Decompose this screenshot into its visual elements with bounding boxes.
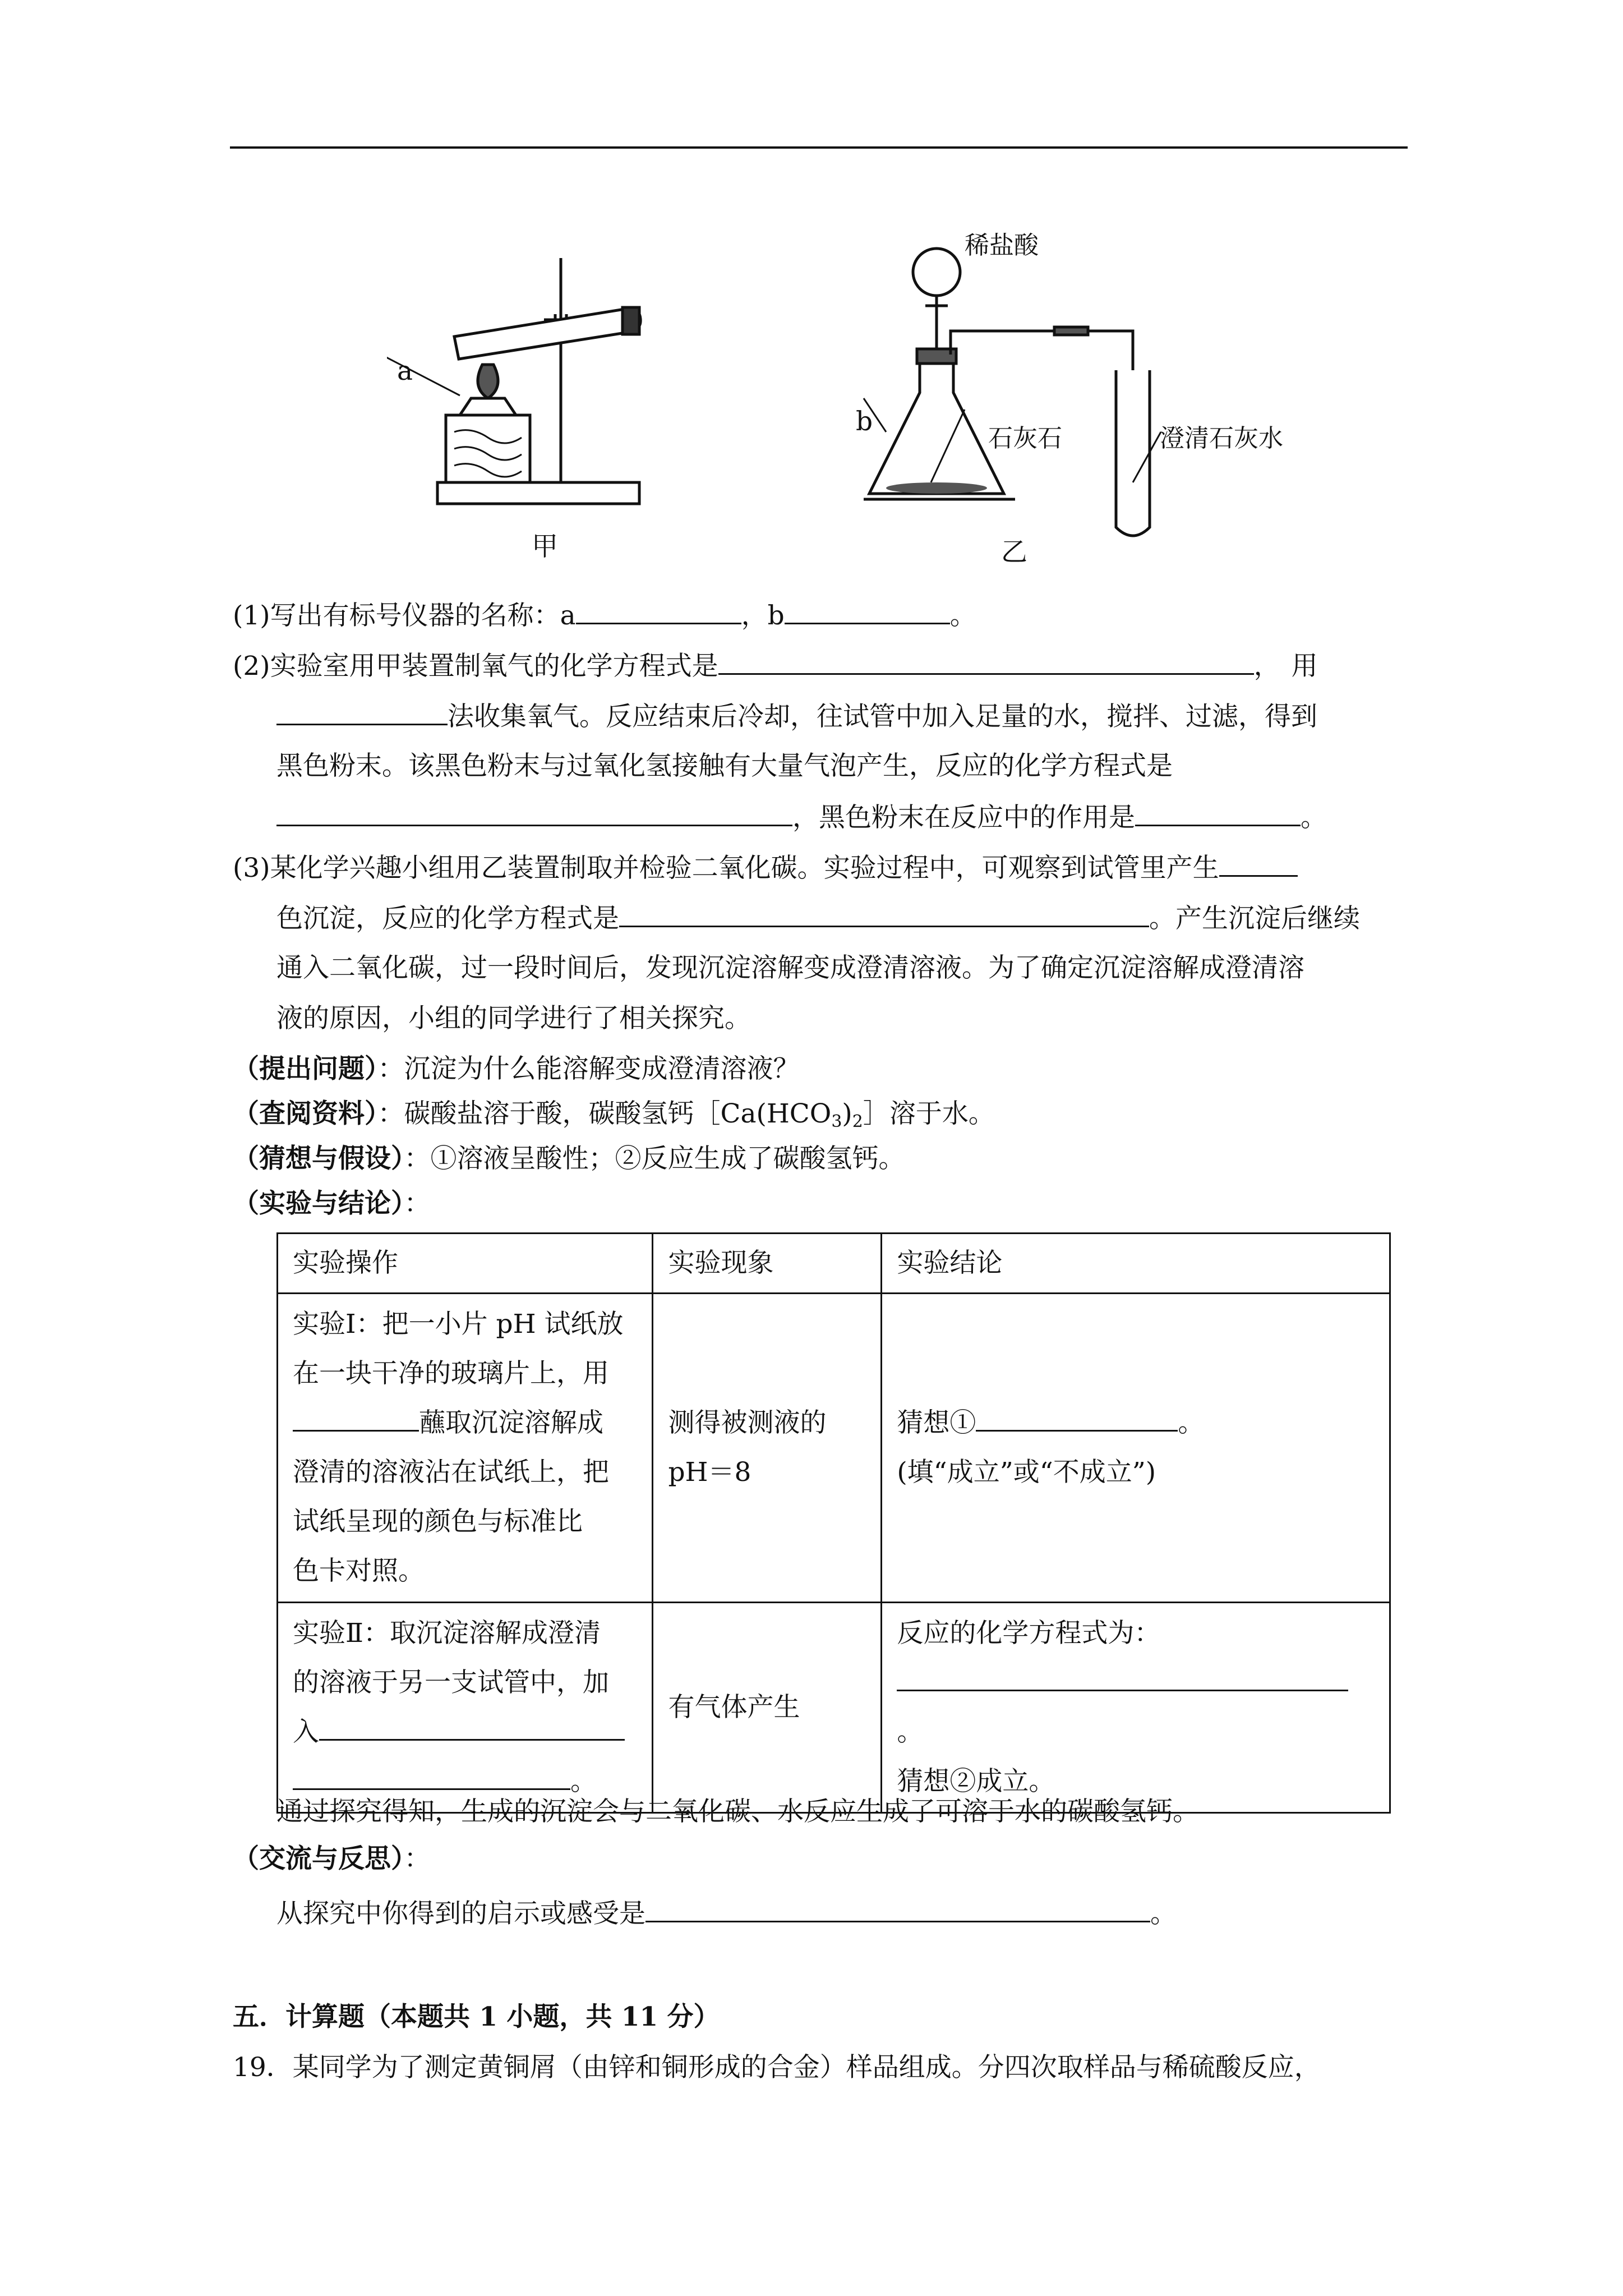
conclusion-text: 通过探究得知，生成的沉淀会与二氧化碳、水反应生成了可溶于水的碳酸氢钙。 [276,1796,1199,1827]
caption-jia: 甲 [532,531,558,562]
blank-role[interactable] [1135,800,1301,826]
label-acid: 稀盐酸 [965,231,1039,260]
jia-base [437,482,639,504]
label-limestone: 石灰石 [988,424,1062,453]
inquiry-experiment: （实验与结论）： [233,1188,431,1219]
blank-row2-equation[interactable] [897,1665,1348,1691]
label-a: a [397,356,413,386]
yi-test-tube [1116,370,1150,536]
blank-b[interactable] [785,598,950,624]
yi-conical-flask [869,353,1004,494]
blank-hypothesis-1[interactable] [976,1405,1178,1432]
blank-co2-equation[interactable] [619,901,1149,927]
question-2-line-2: 法收集氧气。反应结束后冷却，往试管中加入足量的水，搅拌、过滤，得到 [276,699,1317,734]
yi-separatory-funnel [913,249,960,296]
question-2-line-1: (2)实验室用甲装置制氧气的化学方程式是 ，用 [233,648,1329,683]
header-conclusion: 实验结论 [882,1234,1390,1294]
blank-oxygen-equation[interactable] [718,648,1254,675]
row1-phenomenon: 测得被测液的 pH＝8 [653,1294,882,1603]
table-header-row [278,1234,1390,1294]
inquiry-info: （查阅资料）：碳酸盐溶于酸，碳酸氢钙$[Ca(HCO_3)_2]$溶于水。 [233,1098,995,1131]
row1-operation: 实验Ⅰ：把一小片 pH 试纸放 在一块干净的玻璃片上，用 蘸取沉淀溶解成 澄清的溶液沾在试纸上，把 试纸呈现的颜色与标准比 色卡对照。 [278,1294,653,1603]
jia-test-tube [454,309,640,359]
yi-limestone [886,482,987,494]
inquiry-question: （提出问题）：沉淀为什么能溶解变成澄清溶液？ [233,1053,800,1084]
blank-collection-method[interactable] [276,699,448,725]
header-phenomenon: 实验现象 [653,1234,882,1294]
jia-stopper [623,307,639,334]
figure-jia-apparatus [387,247,679,510]
blank-reagent-line-2[interactable] [293,1764,570,1790]
header-operation: 实验操作 [278,1234,653,1294]
question-3-line-3: 通入二氧化碳，过一段时间后，发现沉淀溶解变成澄清溶液。为了确定沉淀溶解成澄清溶 [276,953,1304,983]
row2-conclusion: 反应的化学方程式为： 。 猜想②成立。 [882,1603,1390,1813]
question-1: (1)写出有标号仪器的名称：a ，b 。 [233,598,976,633]
label-limewater: 澄清石灰水 [1160,424,1283,453]
inquiry-hypothesis: （猜想与假设）：①溶液呈酸性；②反应生成了碳酸氢钙。 [233,1143,905,1174]
table-row [278,1294,1390,1603]
question-19: 19．某同学为了测定黄铜屑（由锌和铜形成的合金）样品组成。分四次取样品与稀硫酸反应， [233,2052,1321,2083]
question-2-line-4: ，黑色粉末在反应中的作用是 。 [276,800,1327,835]
table-row [278,1603,1390,1813]
blank-reagent-line-1[interactable] [319,1714,625,1741]
blank-a[interactable] [576,598,741,624]
blank-reflection[interactable] [645,1896,1150,1922]
blank-dipping-tool[interactable] [293,1405,419,1432]
row2-phenomenon: 有气体产生 [653,1603,882,1813]
row1-conclusion: 猜想① 。 (填“成立”或“不成立”) [882,1294,1390,1603]
section-5-title: 五．计算题（本题共 1 小题，共 11 分） [233,2001,720,2032]
jia-flame [478,365,498,398]
question-3-line-1: (3)某化学兴趣小组用乙装置制取并检验二氧化碳。实验过程中，可观察到试管里产生 [233,850,1298,885]
experiment-table [276,1232,1391,1814]
header-rule [230,146,1408,149]
question-2-line-3: 黑色粉末。该黑色粉末与过氧化氢接触有大量气泡产生，反应的化学方程式是 [276,751,1173,781]
reflection-line: 从探究中你得到的启示或感受是 。 [276,1896,1177,1931]
question-3-line-2: 色沉淀，反应的化学方程式是 。产生沉淀后继续 [276,901,1360,936]
jia-lamp-body [446,415,530,482]
jia-lamp-neck [460,398,516,415]
caption-yi: 乙 [1001,537,1027,568]
figure-yi-apparatus [852,224,1200,544]
question-3-line-4: 液的原因，小组的同学进行了相关探究。 [276,1003,751,1034]
blank-h2o2-equation[interactable] [276,800,792,826]
reflection-heading: （交流与反思）： [233,1843,431,1874]
blank-precipitate-color[interactable] [1219,850,1298,877]
row2-operation: 实验Ⅱ：取沉淀溶解成澄清 的溶液于另一支试管中，加 入 。 [278,1603,653,1813]
label-b: b [856,406,873,437]
